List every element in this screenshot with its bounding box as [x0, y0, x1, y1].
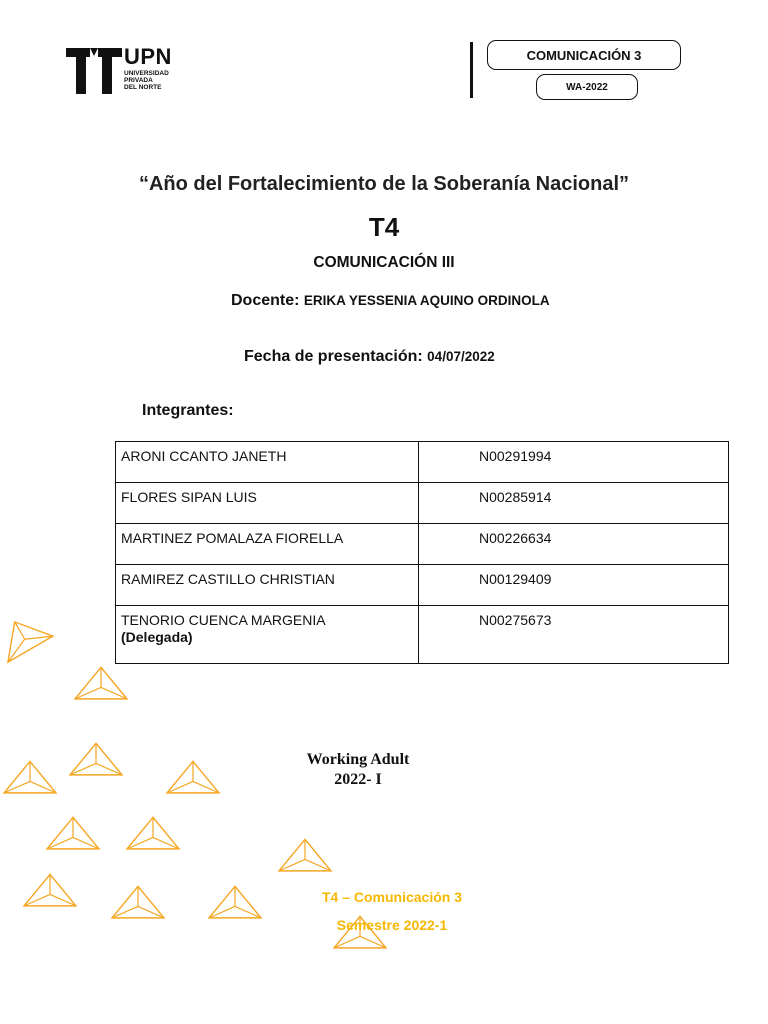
members-table — [115, 441, 729, 664]
member-name: FLORES SIPAN LUIS — [116, 483, 419, 524]
document-code: T4 — [368, 212, 400, 242]
docente-label: Docente: — [231, 292, 300, 309]
member-id: N00226634 — [419, 524, 729, 565]
triangle-ornament — [47, 817, 99, 848]
member-name-cell — [116, 606, 419, 664]
header-divider — [470, 42, 473, 98]
member-name: ARONI CCANTO JANETH — [116, 442, 419, 483]
member-id: N00275673 — [419, 606, 729, 664]
triangle-ornament — [0, 609, 53, 662]
logo-subtitle-line: DEL NORTE — [124, 84, 162, 91]
table-row — [116, 524, 729, 565]
logo-subtitle-line: UNIVERSIDAD — [124, 70, 169, 77]
logo-subtitle-line: PRIVADA — [124, 77, 153, 84]
docente-value: ERIKA YESSENIA AQUINO ORDINOLA — [303, 293, 550, 308]
fecha-value: 04/07/2022 — [427, 349, 495, 364]
member-name: TENORIO CUENCA MARGENIA — [121, 612, 326, 628]
member-id: N00291994 — [419, 442, 729, 483]
orange-title: T4 – Comunicación 3 — [321, 889, 463, 905]
member-id: N00285914 — [419, 483, 729, 524]
course-code-box: WA-2022 — [536, 74, 638, 100]
table-row — [116, 483, 729, 524]
triangle-ornament — [75, 667, 127, 698]
footer-line-1: Working Adult — [306, 751, 410, 768]
fecha-line — [244, 348, 495, 366]
fecha-label: Fecha de presentación: — [244, 348, 423, 365]
course-label-box: COMUNICACIÓN 3 — [487, 40, 681, 70]
table-row — [116, 442, 729, 483]
table-row — [116, 606, 729, 664]
footer-block — [0, 750, 716, 790]
integrantes-label: Integrantes: — [142, 402, 234, 419]
logo-word: UPN — [124, 44, 172, 69]
orange-subtitle: Semestre 2022-1 — [336, 917, 448, 933]
triangle-ornament — [127, 817, 179, 848]
member-role-note: (Delegada) — [121, 629, 193, 645]
upn-logo — [66, 44, 216, 96]
member-name: RAMIREZ CASTILLO CHRISTIAN — [116, 565, 419, 606]
docente-line — [231, 292, 550, 310]
member-id: N00129409 — [419, 565, 729, 606]
table-row — [116, 565, 729, 606]
upn-emblem-icon — [66, 44, 122, 96]
footer-line-2: 2022- I — [334, 771, 382, 788]
triangle-ornament — [279, 839, 331, 870]
member-name: MARTINEZ POMALAZA FIORELLA — [116, 524, 419, 565]
year-title: “Año del Fortalecimiento de la Soberanía Nacional” — [138, 173, 630, 195]
course-name: COMUNICACIÓN III — [313, 254, 455, 271]
